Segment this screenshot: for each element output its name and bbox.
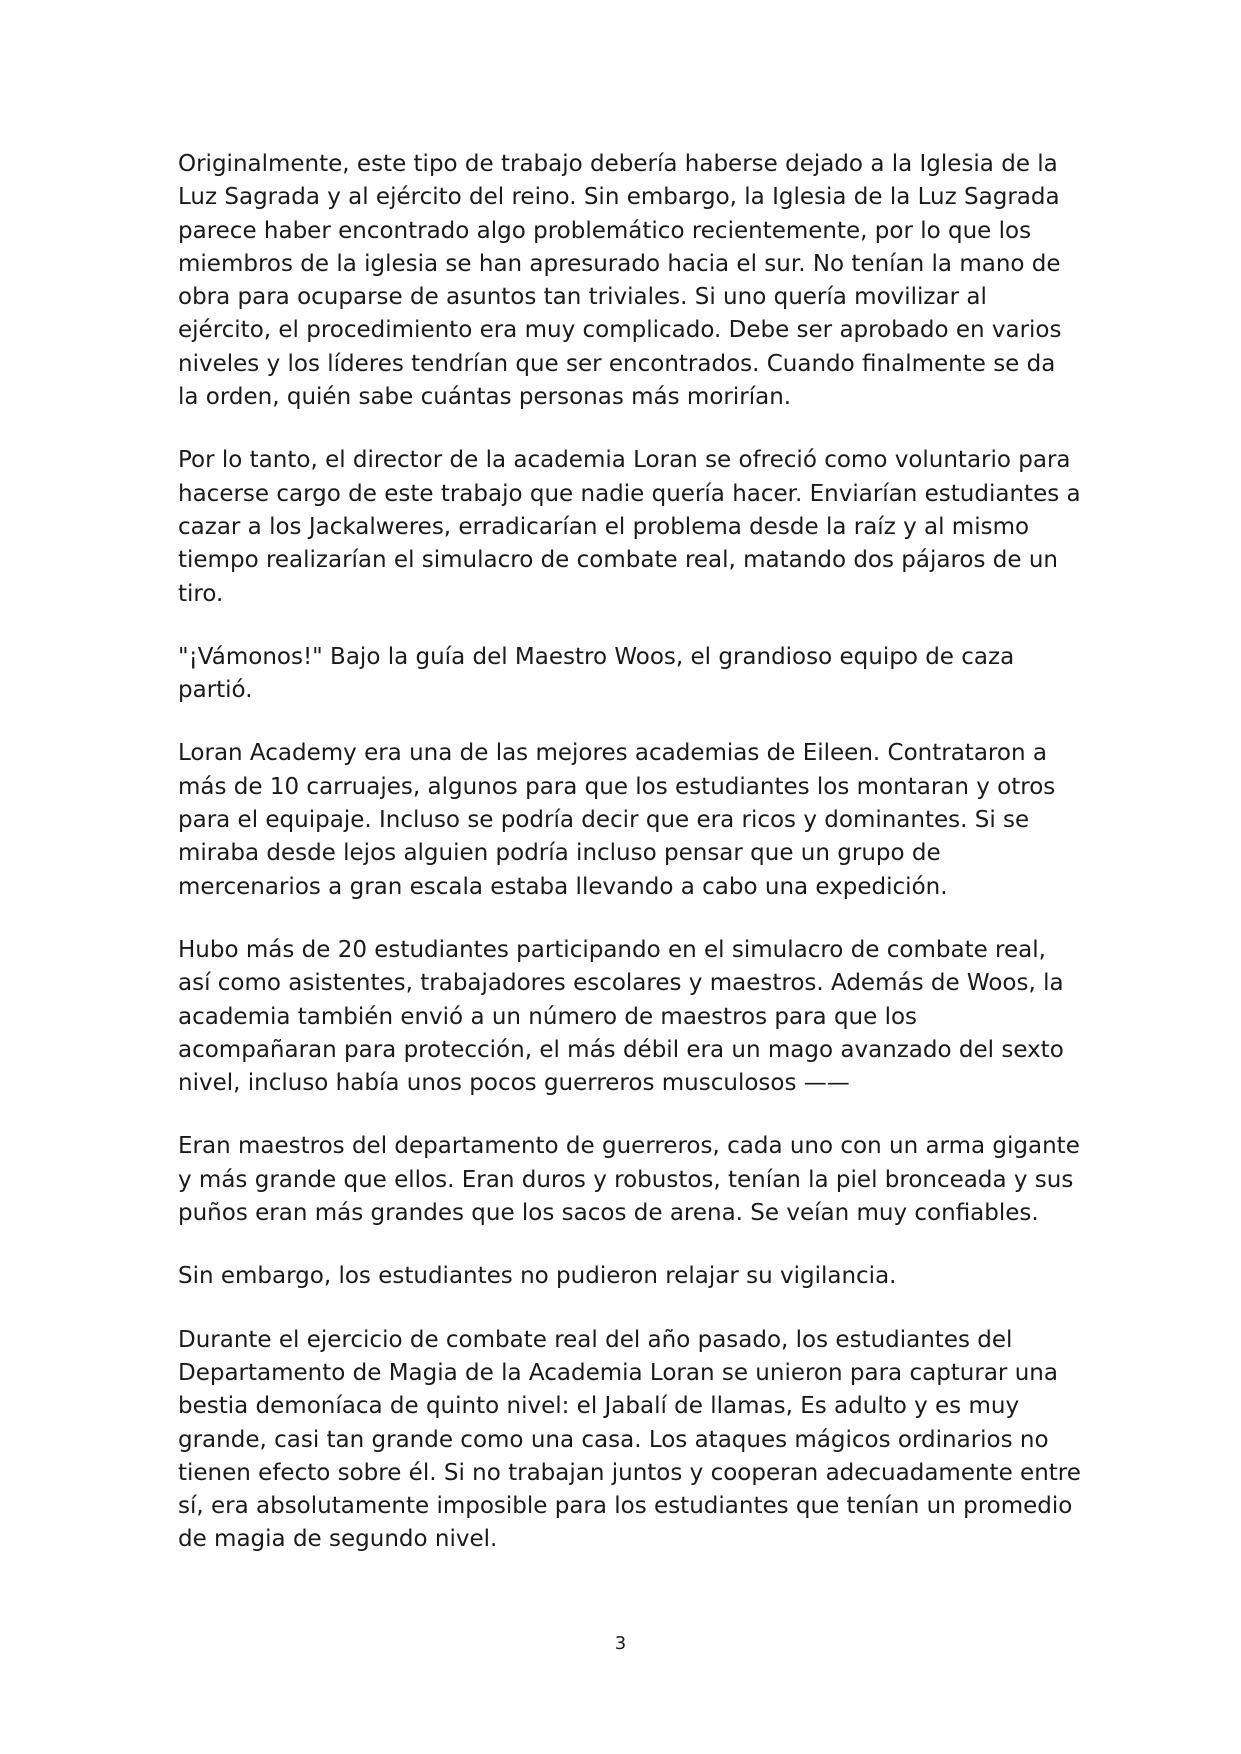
paragraph-2: Por lo tanto, el director de la academia Loran se ofreció como voluntario para hacerse cargo de este trabajo que nadie quería hacer. Enviarían estudiantes a cazar a los Jackalweres, erradicarían el problema desde la raíz y al mismo tiempo realizarían el simulacro de combate real, matando dos pájaros de un tiro. bbox=[178, 447, 1081, 607]
paragraph-1: Originalmente, este tipo de trabajo debería haberse dejado a la Iglesia de la Luz Sagrada y al ejército del reino. Sin embargo, la Iglesia de la Luz Sagrada parece haber encontrado algo problemático recientemente, por lo que los miembros de la iglesia se han apresurado hacia el sur. No tenían la mano de obra para ocuparse de asuntos tan triviales. Si uno quería movilizar al ejército, el procedimiento era muy complicado. Debe ser aprobado en varios niveles y los líderes tendrían que ser encontrados. Cuando finalmente se da la orden, quién sabe cuántas personas más morirían. bbox=[178, 151, 1062, 411]
paragraph-5: Hubo más de 20 estudiantes participando en el simulacro de combate real, así como asistentes, trabajadores escolares y maestros. Además de Woos, la academia también envió a un número de maestros para que los acompañaran para protección, el más débil era un mago avanzado del sexto nivel, incluso había unos pocos guerreros musculosos —— bbox=[178, 936, 1064, 1097]
paragraph-7: Sin embargo, los estudiantes no pudieron relajar su vigilancia. bbox=[178, 1263, 897, 1290]
paragraph-4: Loran Academy era una de las mejores academias de Eileen. Contrataron a más de 10 carruajes, algunos para que los estudiantes los montaran y otros para el equipaje. Incluso se podría decir que era ricos y dominantes. Si se miraba desde lejos alguien podría incluso pensar que un grupo de mercenarios a gran escala estaba llevando a cabo una expedición. bbox=[178, 740, 1056, 900]
page-number: 3 bbox=[614, 1633, 627, 1654]
paragraph-6: Eran maestros del departamento de guerreros, cada uno con un arma gigante y más grande que ellos. Eran duros y robustos, tenían la piel bronceada y sus puños eran más grandes que los sacos de arena. Se veían muy confiables. bbox=[178, 1133, 1080, 1227]
paragraph-8: Durante el ejercicio de combate real del año pasado, los estudiantes del Departamento de Magia de la Academia Loran se unieron para capturar una bestia demoníaca de quinto nivel: el Jabalí de llamas, Es adulto y es muy grande, casi tan grande como una casa. Los ataques mágicos ordinarios no tienen efecto sobre él. Si no trabajan juntos y cooperan adecuadamente entre sí, era absolutamente imposible para los estudiantes que tenían un promedio de magia de segundo nivel. bbox=[178, 1326, 1081, 1553]
document-body bbox=[178, 148, 1083, 1587]
paragraph-3: "¡Vámonos!" Bajo la guía del Maestro Woos, el grandioso equipo de caza partió. bbox=[178, 643, 1015, 704]
